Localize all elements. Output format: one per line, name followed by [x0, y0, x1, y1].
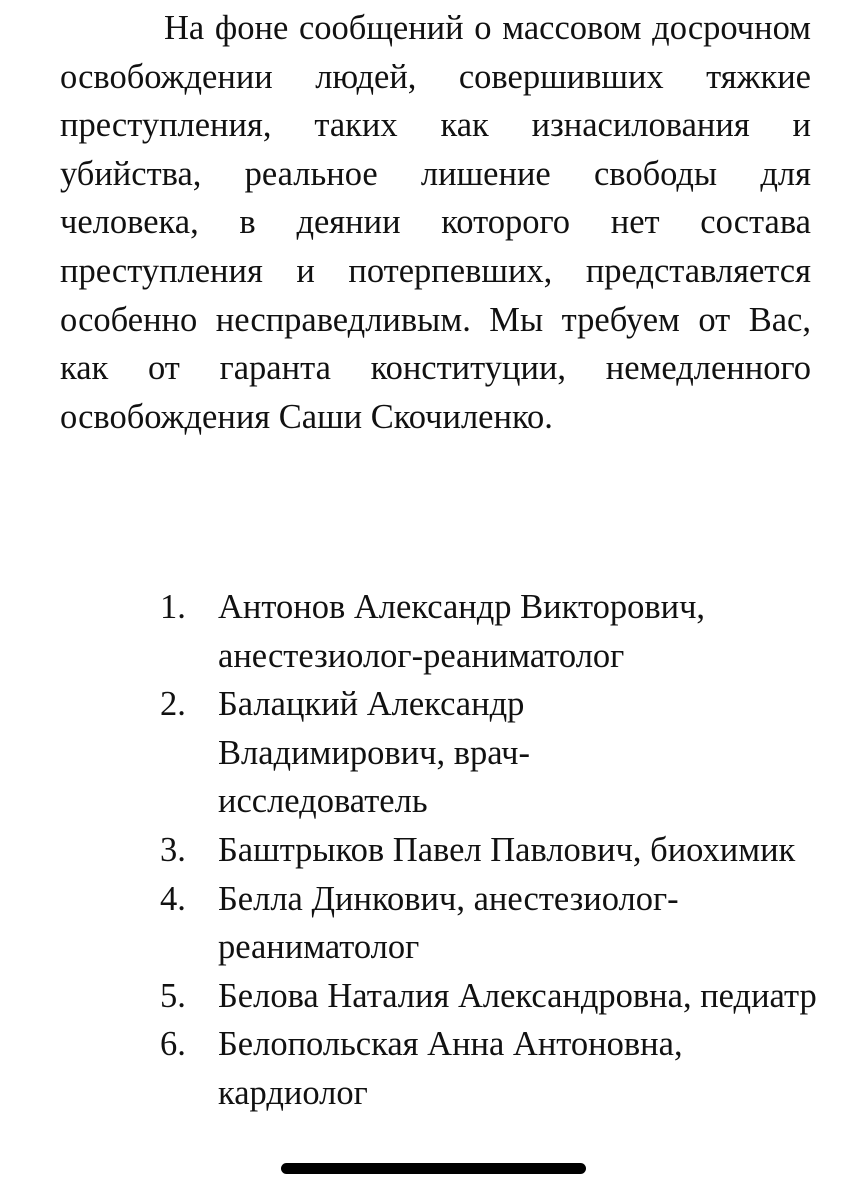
list-item-text: Белла Динкович, анестезиолог-реаниматолог [218, 879, 679, 967]
list-item-number: 1. [160, 588, 186, 626]
list-item [0, 826, 866, 875]
list-item-text: Антонов Александр Викторович, анестезиолог-реаниматолог [218, 588, 706, 675]
list-item [0, 875, 866, 972]
list-item-number: 6. [160, 1025, 186, 1064]
signatories-list [0, 583, 866, 1118]
list-item-text: Балацкий Александр Владимирович, врач-исследователь [218, 685, 531, 821]
letter-paragraph: На фоне сообщений о массовом досрочном освобождении людей, совершивших тяжкие преступления, таких как изнасилования и убийства, реальное лишение свободы для человека, в деянии которого нет состава преступления и потерпевших, представляется особенно несправедливым. Мы требуем от Вас, как от гаранта конституции, немедленного освобождения Саши Скочиленко. [60, 9, 811, 436]
list-item-number: 4. [160, 879, 186, 918]
list-item [0, 1020, 866, 1117]
list-item-text: Баштрыков Павел Павлович, биохимик [218, 830, 796, 869]
list-item [0, 972, 866, 1021]
list-item-number: 5. [160, 976, 186, 1015]
list-item [0, 680, 866, 826]
list-item-text: Белова Наталия Александровна, педиатр [218, 976, 817, 1015]
home-indicator[interactable] [281, 1163, 586, 1174]
list-item-number: 2. [160, 685, 186, 724]
list-item-text: Белопольская Анна Антоновна, кардиолог [218, 1025, 683, 1112]
list-item [0, 583, 866, 680]
list-item-number: 3. [160, 830, 186, 869]
